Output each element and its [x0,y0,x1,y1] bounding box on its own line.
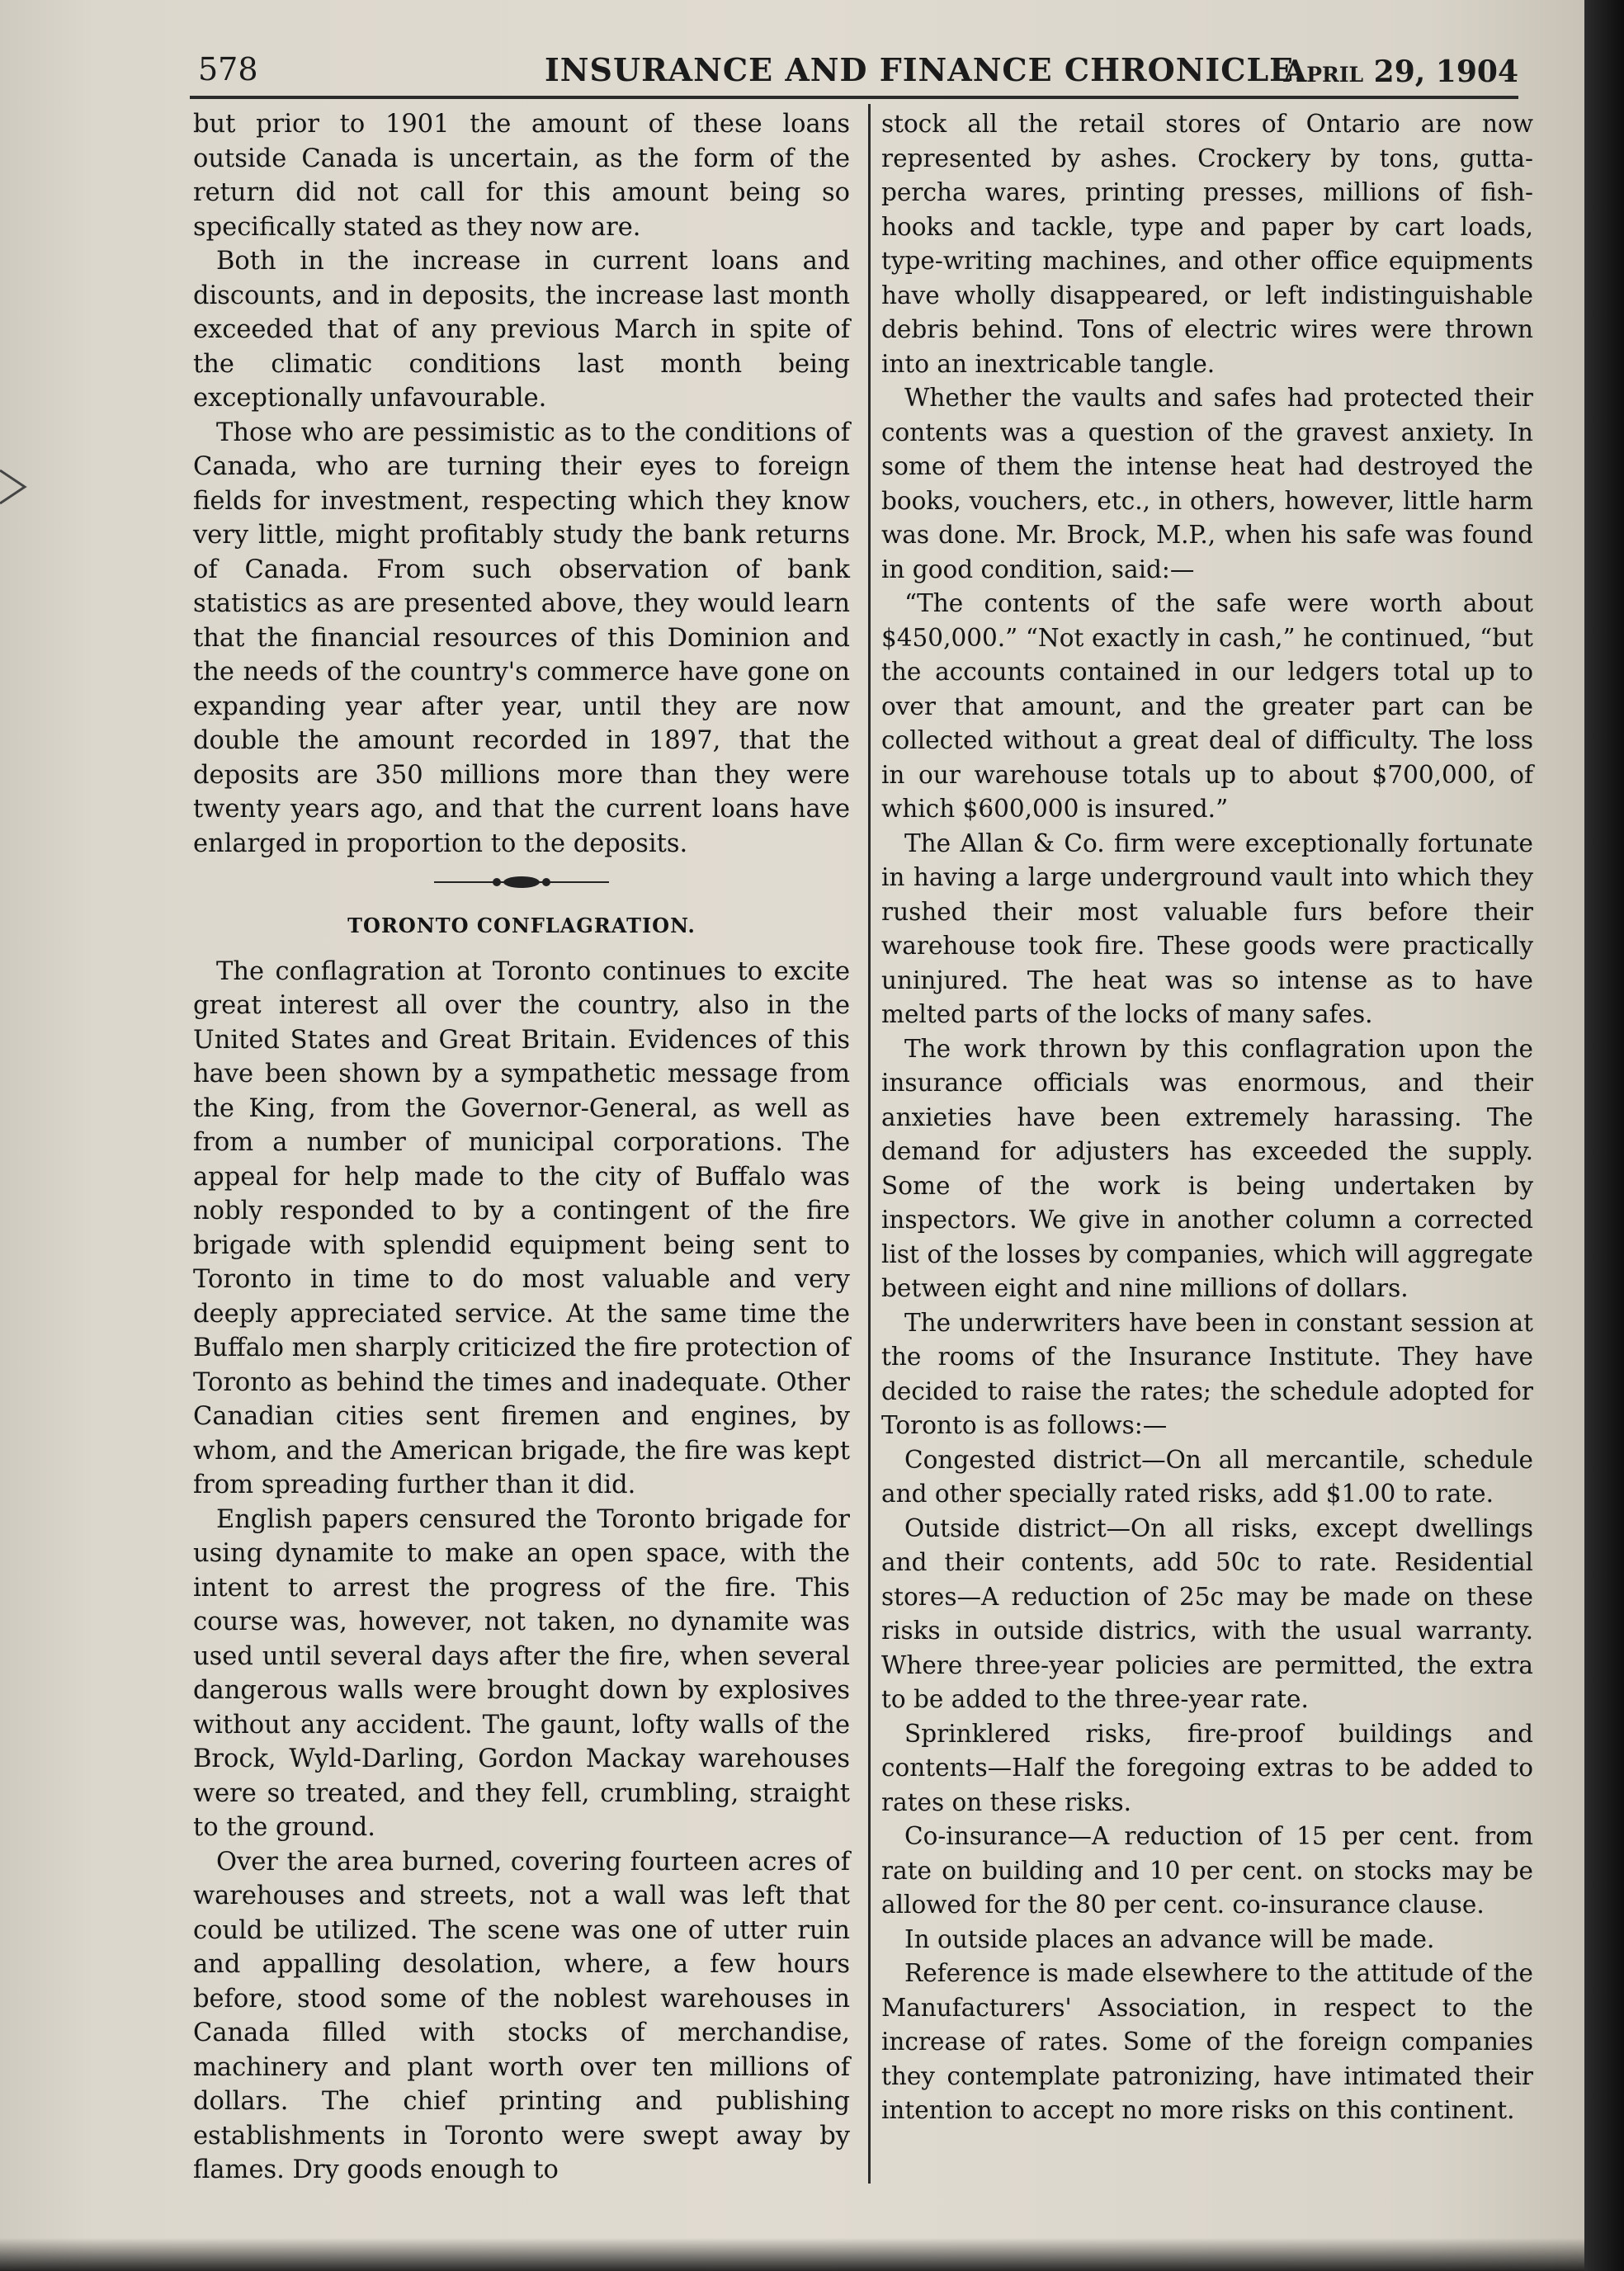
paragraph: Sprinklered risks, fire-proof buildings and contents—Half the foregoing extras to be added to rates on these risks. [881,1719,1533,1816]
journal-title: INSURANCE AND FINANCE CHRONICLE. [545,51,1306,88]
scan-right-edge [1584,0,1624,2271]
paragraph: English papers censured the Toronto brigade for using dynamite to make an open space, with the intent to arrest the progress of the fire. This course was, however, not taken, no dynamite was used until several days after the fire, when several dangerous walls were brought down by explosives without any accident. The gaunt, lofty walls of the Brock, Wyld-Darling, Gordon Mackay warehouses were so treated, and they fell, crumbling, straight to the ground. [193,1504,850,1842]
paragraph: The work thrown by this conflagration upon the insurance officials was enormous, and their anxieties have been extremely harassing. The demand for adjusters has exceeded the supply. Some of the work is being undertaken by inspectors. We give in another column a corrected list of the losses by companies, which will aggregate between eight and nine millions of dollars. [881,1034,1533,1302]
section-ornament [431,872,612,892]
paragraph: but prior to 1901 the amount of these loans outside Canada is uncertain, as the form of the return did not call for this amount being so specifically stated as they now are. [193,110,850,242]
paragraph: The Allan & Co. firm were exceptionally fortunate in having a large underground vault into which they rushed their most valuable furs before their warehouse took fire. These goods were practically uninjured. The heat was so intense as to have melted parts of the locks of many safes. [881,829,1533,1028]
paragraph: In outside places an advance will be made. [904,1924,1435,1953]
issue-date: April 29, 1904 [1283,54,1518,89]
paragraph: The underwriters have been in constant session at the rooms of the Insurance Institute. They have decided to raise the rates; the schedule adopted for Toronto is as follows:— [881,1308,1533,1439]
page-header [198,51,1518,101]
paragraph: “The contents of the safe were worth about $450,000.” “Not exactly in cash,” he continued, “but the accounts contained in our ledgers total up to over that amount, and the greater part can be collected without a great deal of difficulty. The loss in our warehouse totals up to about $700,000, of which $600,000 is insured.” [881,589,1533,823]
paragraph: Both in the increase in current loans and discounts, and in deposits, the increase last month exceeded that of any previous March in spite of the climatic conditions last month being exceptionally unfavourable. [193,247,850,413]
paragraph: Outside district—On all risks, except dwellings and their contents, add 50c to rate. Residential stores—A reduction of 25c may be made on these risks in outside districs, with the usual warranty. Where three-year policies are permitted, the extra to be added to the three-year rate. [881,1513,1533,1713]
page-number: 578 [198,51,258,87]
scan-bottom-shadow [0,2238,1584,2271]
column-divider [868,104,871,2184]
header-rule [190,96,1518,99]
paragraph: Reference is made elsewhere to the attitude of the Manufacturers' Association, in respect to the increase of rates. Some of the foreign companies they contemplate patronizing, have intimated their intention to accept no more risks on this continent. [881,1959,1533,2124]
paragraph: Congested district—On all mercantile, schedule and other specially rated risks, add $1.00 to rate. [881,1445,1533,1508]
paragraph: Co-insurance—A reduction of 15 per cent. from rate on building and 10 per cent. on stocks may be allowed for the 80 per cent. co-insurance clause. [881,1822,1533,1919]
left-column [193,107,850,2188]
paragraph: stock all the retail stores of Ontario are now represented by ashes. Crockery by tons, gutta-percha wares, printing presses, millions of fish-hooks and tackle, type and paper by cart loads, type-writing machines, and other office equipments have wholly disappeared, or left indistinguishable debris behind. Tons of electric wires were thrown into an inextricable tangle. [881,110,1533,378]
section-title: TORONTO CONFLAGRATION. [347,914,696,937]
paragraph: Those who are pessimistic as to the conditions of Canada, who are turning their eyes to foreign fields for investment, respecting which they know very little, might profitably study the bank returns of Canada. From such observation of bank statistics as are presented above, they would learn that the financial resources of this Dominion and the needs of the country's commerce have gone on expanding year after year, until they are now double the amount recorded in 1897, that the deposits are 350 millions more than they were twenty years ago, and that the current loans have enlarged in proportion to the deposits. [193,418,850,858]
paragraph: Over the area burned, covering fourteen acres of warehouses and streets, not a wall was left that could be utilized. The scene was one of utter ruin and appalling desolation, where, a few hours before, stood some of the noblest warehouses in Canada filled with stocks of merchandise, machinery and plant worth over ten millions of dollars. The chief printing and publishing establishments in Toronto were swept away by flames. Dry goods enough to [193,1847,850,2184]
fold-mark [0,462,50,512]
paragraph: Whether the vaults and safes had protected their contents was a question of the gravest anxiety. In some of them the intense heat had destroyed the books, vouchers, etc., in others, however, little harm was done. Mr. Brock, M.P., when his safe was found in good condition, said:— [881,384,1533,583]
paragraph: The conflagration at Toronto continues to excite great interest all over the country, also in the United States and Great Britain. Evidences of this have been shown by a sympathetic message from the King, from the Governor-General, as well as from a number of municipal corporations. The appeal for help made to the city of Buffalo was nobly responded to by a contingent of the fire brigade with splendid equipment being sent to Toronto in time to do most valuable and very deeply appreciated service. At the same time the Buffalo men sharply criticized the fire protection of Toronto as behind the times and inadequate. Other Canadian cities sent firemen and engines, by whom, and the American brigade, the fire was kept from spreading further than it did. [193,956,850,1499]
right-column [881,107,1533,2128]
